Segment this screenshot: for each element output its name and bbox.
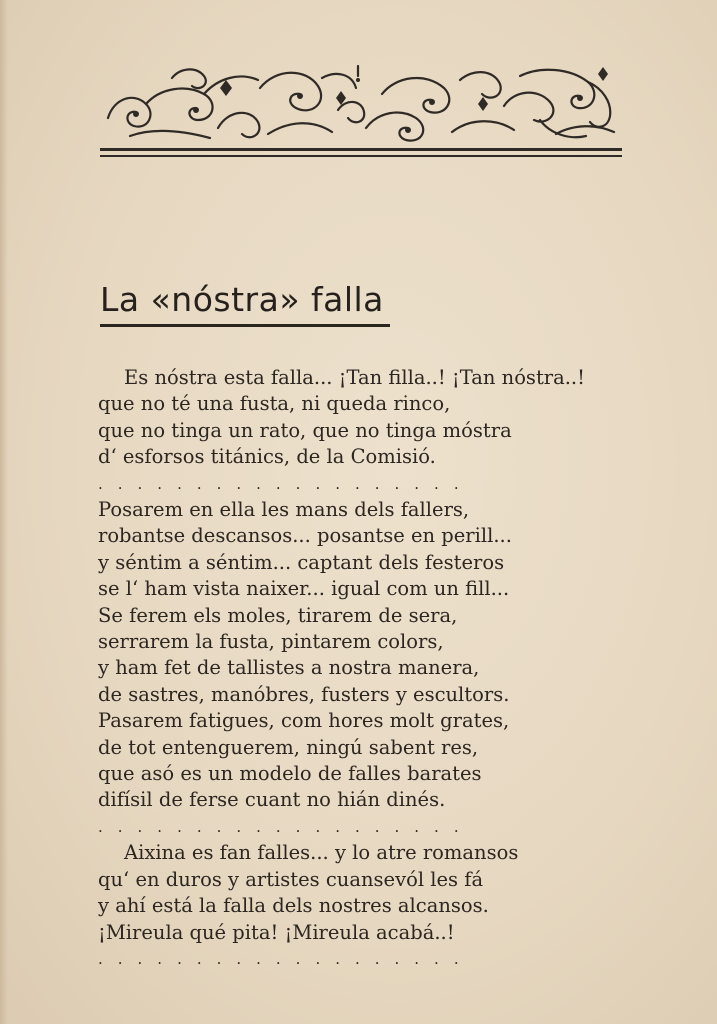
poem-line: de sastres, manóbres, fusters y escultors. (98, 682, 510, 706)
poem-line: que no té una fusta, ni queda rinco, (98, 392, 451, 416)
poem-line: que no tinga un rato, que no tinga móstra (98, 418, 512, 442)
poem-line: Aixina es fan falles... y lo atre romansos (124, 841, 519, 865)
poem-line: y ahí está la falla dels nostres alcansos. (98, 894, 489, 918)
poem-line: ¡Mireula qué pita! ¡Mireula acabá..! (98, 920, 455, 944)
poem-line: difísil de ferse cuant no hián dinés. (98, 788, 446, 812)
poem-line: se l‘ ham vista naixer... igual com un fill... (98, 577, 510, 601)
header-rule (100, 148, 622, 157)
poem-line: serrarem la fusta, pintarem colors, (98, 630, 444, 654)
poem (98, 365, 638, 972)
poem-line: que asó es un modelo de falles barates (98, 762, 482, 786)
floral-scroll-ornament-icon (100, 58, 622, 148)
poem-line: Es nóstra esta falla... ¡Tan filla..! ¡Tan nóstra..! (124, 366, 585, 389)
poem-line: qu‘ en duros y artistes cuansevól les fá (98, 867, 484, 891)
poem-line: d‘ esforsos titánics, de la Comisió. (98, 445, 436, 469)
poem-line: Se ferem els moles, tirarem de sera, (98, 603, 458, 627)
dotted-separator: ................... (98, 949, 474, 968)
poem-line: robantse descansos... posantse en perill... (98, 524, 512, 548)
poem-line: Pasarem fatigues, com hores molt grates, (98, 709, 510, 733)
page-title: La «nóstra» falla (100, 280, 384, 319)
dotted-separator: ................... (98, 817, 474, 836)
poem-line: y séntim a séntim... captant dels festeros (98, 550, 505, 574)
poem-line: Posarem en ella les mans dels fallers, (98, 498, 470, 522)
title-underline (100, 324, 390, 327)
page-edge (0, 0, 8, 1024)
dotted-separator: ................... (98, 474, 474, 493)
poem-line: y ham fet de tallistes a nostra manera, (98, 656, 480, 680)
poem-line: de tot entenguerem, ningú sabent res, (98, 735, 479, 759)
